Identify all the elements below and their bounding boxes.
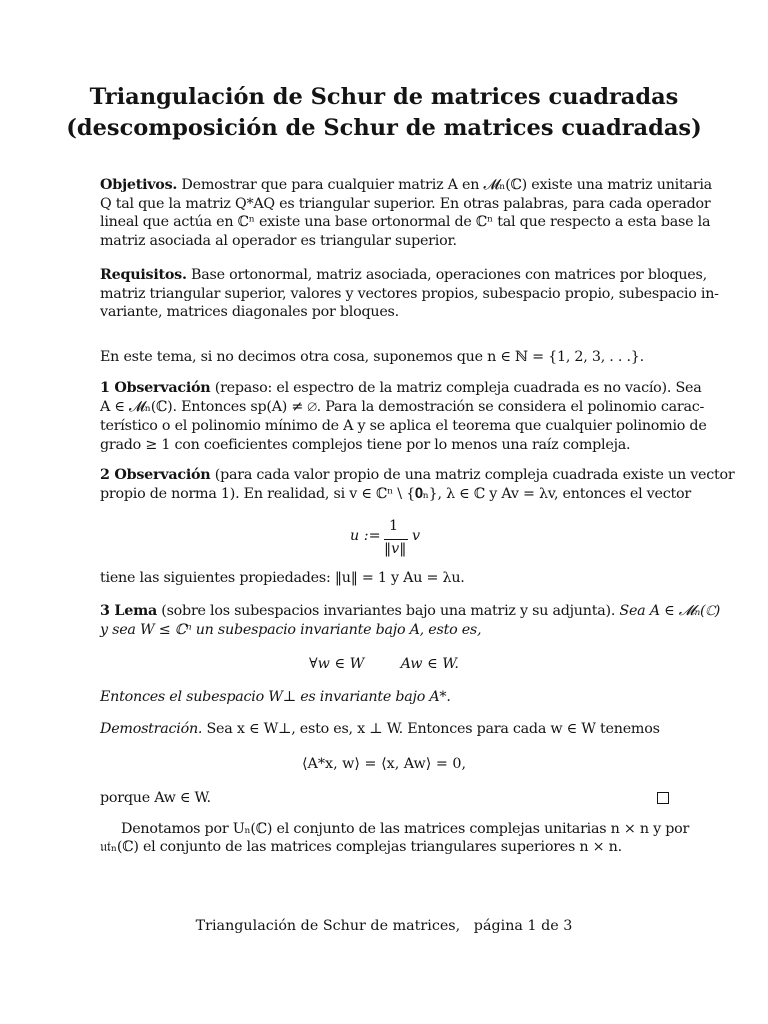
formula-denominator: ‖v‖: [384, 541, 407, 557]
obs2-line-2: propio de norma 1). En realidad, si v ∈ ℂⁿ \ {𝟎ₙ}, λ ∈ ℂ y Av = λv, entonces el vector: [100, 486, 691, 502]
lema3-line-2: y sea W ≤ ℂⁿ un subespacio invariante bajo A, esto es,: [100, 622, 482, 638]
lema3-line-1: 3 Lema (sobre los subespacios invariantes bajo una matriz y su adjunta). Sea A ∈ 𝓜ₙ(ℂ): [100, 603, 721, 619]
lema3-line-3: Entonces el subespacio W⊥ es invariante bajo A*.: [100, 689, 451, 705]
objetivos-line-2: Q tal que la matriz Q*AQ es triangular superior. En otras palabras, para cada operador: [100, 196, 711, 212]
intro-sentence: En este tema, si no decimos otra cosa, suponemos que n ∈ ℕ = {1, 2, 3, . . .}.: [100, 349, 644, 365]
objetivos-heading: Objetivos.: [100, 177, 178, 193]
title-line-2: (descomposición de Schur de matrices cuadradas): [66, 115, 702, 141]
requisitos-heading: Requisitos.: [100, 267, 187, 283]
denot-line-2: 𝔲𝔱ₙ(ℂ) el conjunto de las matrices complejas triangulares superiores n × n.: [100, 839, 622, 855]
obs1-line-3: terístico o el polinomio mínimo de A y se aplica el teorema que cualquier polinomio de: [100, 418, 707, 434]
lema3-heading: 3 Lema: [100, 603, 157, 619]
objetivos-line-1: Objetivos. Demostrar que para cualquier matriz A en 𝓜ₙ(ℂ) existe una matriz unitaria: [100, 177, 712, 193]
demo-heading: Demostración.: [100, 721, 203, 737]
requisitos-line-1: Requisitos. Base ortonormal, matriz asociada, operaciones con matrices por bloques,: [100, 267, 707, 283]
requisitos-line-2: matriz triangular superior, valores y vectores propios, subespacio propio, subespacio in-: [100, 286, 719, 302]
inner-product-formula: ⟨A*x, w⟩ = ⟨x, Aw⟩ = 0,: [301, 756, 467, 772]
fraction-bar: [384, 539, 408, 540]
obs1-line-4: grado ≥ 1 con coeficientes complejos tiene por lo menos una raíz compleja.: [100, 437, 631, 453]
requisitos-line-3: variante, matrices diagonales por bloques.: [100, 304, 399, 320]
invariance-formula: ∀w ∈ W Aw ∈ W.: [309, 656, 459, 672]
obs2-line-1: 2 Observación (para cada valor propio de una matriz compleja cuadrada existe un vector: [100, 467, 735, 483]
demo-line-2: porque Aw ∈ W.: [100, 790, 211, 806]
demo-line-1: Demostración. Sea x ∈ W⊥, esto es, x ⊥ W. Entonces para cada w ∈ W tenemos: [100, 721, 660, 737]
title-line-1: Triangulación de Schur de matrices cuadradas: [89, 84, 679, 110]
obs2-heading: 2 Observación: [100, 467, 211, 483]
qed-square-icon: [657, 792, 669, 804]
obs1-line-2: A ∈ 𝓜ₙ(ℂ). Entonces sp(A) ≠ ∅. Para la demostración se considera el polinomio carac-: [100, 399, 705, 415]
formula-numerator: 1: [389, 518, 399, 534]
obs1-line-1: 1 Observación (repaso: el espectro de la matriz compleja cuadrada es no vacío). Sea: [100, 380, 702, 396]
formula-lhs: u :=: [350, 528, 381, 544]
obs1-heading: 1 Observación: [100, 380, 211, 396]
obs2-line-3: tiene las siguientes propiedades: ‖u‖ = 1 y Au = λu.: [100, 570, 465, 586]
denot-line-1: Denotamos por Uₙ(ℂ) el conjunto de las matrices complejas unitarias n × n y por: [121, 821, 690, 837]
document-title: [0, 82, 768, 144]
objetivos-line-3: lineal que actúa en ℂⁿ existe una base ortonormal de ℂⁿ tal que respecto a esta base la: [100, 214, 711, 230]
formula-rhs: v: [412, 528, 421, 544]
objetivos-line-4: matriz asociada al operador es triangular superior.: [100, 233, 457, 249]
page-footer: Triangulación de Schur de matrices, página 1 de 3: [195, 918, 573, 934]
